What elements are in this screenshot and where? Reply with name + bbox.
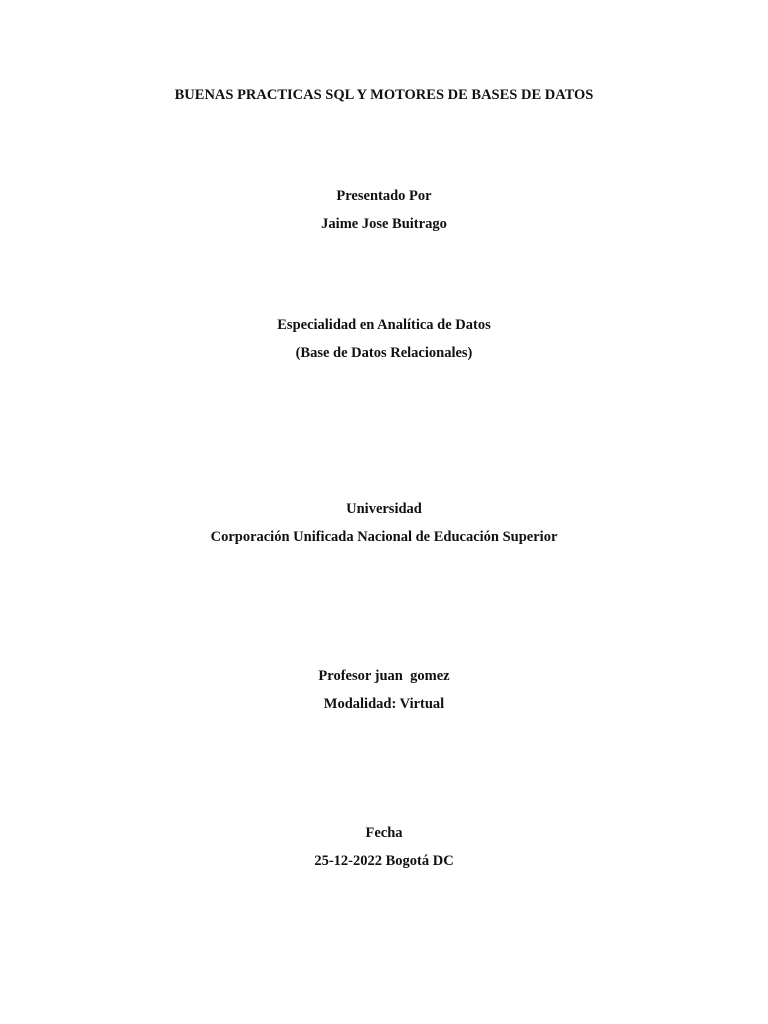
program-name: Especialidad en Analítica de Datos bbox=[277, 317, 491, 333]
university-label: Universidad bbox=[346, 501, 422, 517]
document-title: BUENAS PRACTICAS SQL Y MOTORES DE BASES DE DATOS bbox=[174, 87, 594, 103]
author-name: Jaime Jose Buitrago bbox=[321, 216, 447, 232]
date-label: Fecha bbox=[365, 825, 403, 841]
course-name: (Base de Datos Relacionales) bbox=[295, 345, 473, 361]
university-name: Corporación Unificada Nacional de Educación Superior bbox=[210, 529, 558, 545]
date-value: 25-12-2022 Bogotá DC bbox=[314, 853, 454, 869]
professor-name: Profesor juan gomez bbox=[318, 668, 450, 684]
modality-text: Modalidad: Virtual bbox=[323, 696, 445, 712]
presented-by-label: Presentado Por bbox=[336, 188, 432, 204]
